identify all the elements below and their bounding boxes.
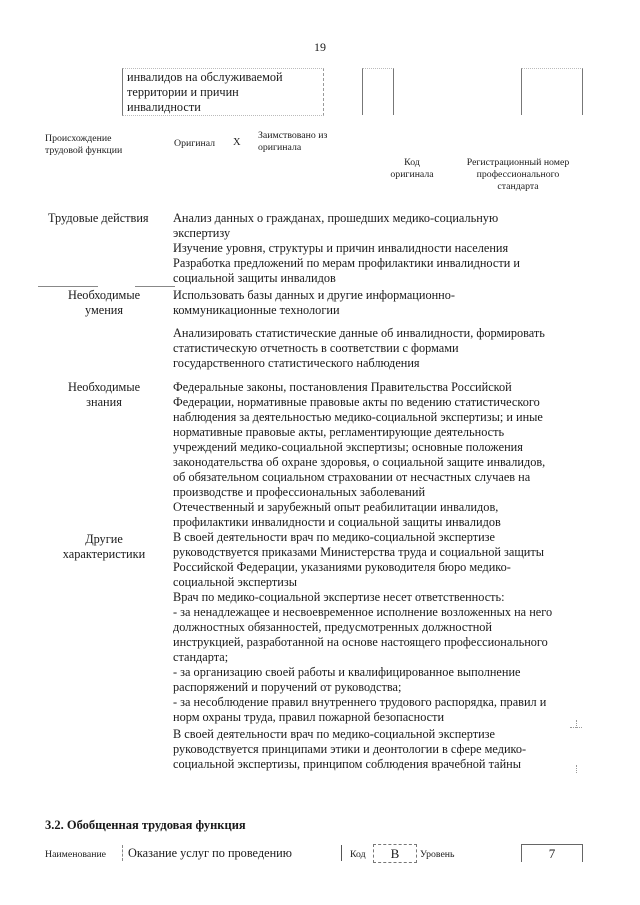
borrowed-label-line: оригинала [258, 142, 302, 153]
row-separator [135, 286, 175, 287]
original-label: Оригинал [174, 138, 216, 149]
labor-action-item [173, 241, 583, 256]
other-item [173, 590, 583, 725]
name-value: Оказание услуг по проведению [128, 846, 292, 860]
other-item [173, 530, 583, 590]
knowledge-label [40, 380, 168, 410]
origin-label [45, 133, 122, 157]
borrowed-label-line: Заимствовано из [258, 130, 328, 141]
borrowed-label [258, 130, 327, 154]
knowledge-item [173, 380, 583, 500]
code-label-line: Код [404, 157, 420, 168]
text-line: коммуникационные технологии [173, 303, 340, 317]
section-heading: 3.2. Обобщенная трудовая функция [45, 818, 246, 832]
text-line: руководствуется принципами этики и деонтологии в сфере медико- [173, 742, 527, 756]
text-line: Врач по медико-социальной экспертизе несет ответственность: [173, 590, 505, 604]
level-value: 7 [521, 844, 583, 862]
text-line: наблюдения за деятельностью медико-социальной экспертизы; и иные [173, 410, 543, 424]
text-line: законодательства об охране здоровья, о социальной защите инвалидов, [173, 455, 546, 469]
text-line: Разработка предложений по мерам профилактики инвалидности и [173, 256, 520, 270]
text-line: Использовать базы данных и другие информационно- [173, 288, 456, 302]
skill-item [173, 326, 583, 371]
text-line: инструкцией, разработанной на основе настоящего профессионального [173, 635, 548, 649]
text-line: В своей деятельности врач по медико-социальной экспертизе [173, 727, 495, 741]
text-line: Федерации, нормативные правовые акты по ведению статистического [173, 395, 540, 409]
label-line: умения [84, 303, 124, 317]
text-line: - за ненадлежащее и несвоевременное исполнение возложенных на него [173, 605, 553, 619]
text-line: социальной защиты инвалидов [173, 271, 336, 285]
origin-label-line: Происхождение [45, 133, 112, 144]
text-line: - за несоблюдение правил внутреннего трудового распорядка, правил и [173, 695, 547, 709]
text-line: распоряжений и поручений от руководства; [173, 680, 402, 694]
origin-label-line: трудовой функции [45, 145, 123, 156]
header-box-line: территории и причин [127, 85, 239, 99]
text-line: государственного статистического наблюдения [173, 356, 420, 370]
reg-label-line: стандарта [497, 181, 539, 192]
row-separator [38, 286, 98, 287]
text-line: статистическую отчетность в соответствии с формами [173, 341, 459, 355]
text-line: - за организацию своей работы и квалифицированное выполнение [173, 665, 521, 679]
level-box-empty [521, 68, 583, 115]
original-check-mark: X [233, 137, 241, 148]
original-code-label [388, 157, 436, 181]
text-line: Федеральные законы, постановления Правительства Российской [173, 380, 512, 394]
level-label: Уровень [420, 849, 455, 860]
text-line: Отечественный и зарубежный опыт реабилитации инвалидов, [173, 500, 499, 514]
label-line: Необходимые [67, 380, 141, 394]
other-characteristics-label [40, 532, 168, 562]
labor-action-item [173, 256, 583, 286]
reg-label-line: профессионального [476, 169, 560, 180]
text-line: учреждений медико-социальной экспертизы; основные положения [173, 440, 523, 454]
skills-label [40, 288, 168, 318]
row-tick [576, 765, 577, 773]
other-item [173, 727, 583, 772]
page-number: 19 [314, 40, 326, 54]
text-line: нормативные правовые акты, регламентирующие деятельность [173, 425, 505, 439]
name-label: Наименование [45, 849, 107, 860]
text-line: профилактики инвалидности и социальной защиты инвалидов [173, 515, 501, 529]
header-box-line: инвалидности [127, 100, 201, 114]
text-line: производстве и профессиональных заболеваний [173, 485, 426, 499]
text-line: социальной экспертизы, принципом соблюдения врачебной тайны [173, 757, 521, 771]
label-line: Необходимые [67, 288, 141, 302]
skill-item [173, 288, 583, 318]
header-box-line: инвалидов на обслуживаемой [127, 70, 283, 84]
label-line: знания [86, 395, 122, 409]
code-label-line: оригинала [390, 169, 434, 180]
reg-label-line: Регистрационный номер [466, 157, 570, 168]
label-line: характеристики [62, 547, 146, 561]
knowledge-item [173, 500, 583, 530]
text-line: норм охраны труда, правил пожарной безопасности [173, 710, 445, 724]
text-line: руководствуется приказами Министерства труда и социальной защиты [173, 545, 545, 559]
text-line: Анализ данных о гражданах, прошедших медико-социальную [173, 211, 499, 225]
code-value: В [373, 844, 417, 863]
text-line: экспертизу [173, 226, 231, 240]
labor-actions-label: Трудовые действия [48, 211, 149, 225]
text-line: должностных обязанностей, предусмотренных должностной [173, 620, 492, 634]
code-box-empty [362, 68, 394, 115]
text-line: Анализировать статистические данные об инвалидности, формировать [173, 326, 545, 340]
registration-number-label [458, 157, 578, 193]
text-line: Российской Федерации, указаниями руководителя бюро медико- [173, 560, 511, 574]
text-line: социальной экспертизы [173, 575, 297, 589]
text-line: стандарта; [173, 650, 229, 664]
text-line: об обязательном социальном страховании от несчастных случаев на [173, 470, 531, 484]
text-line: Изучение уровня, структуры и причин инвалидности населения [173, 241, 509, 255]
label-line: Другие [85, 532, 123, 546]
continued-function-name [127, 70, 283, 115]
labor-action-item [173, 211, 583, 241]
text-line: В своей деятельности врач по медико-социальной экспертизе [173, 530, 495, 544]
code-label: Код [350, 849, 366, 860]
